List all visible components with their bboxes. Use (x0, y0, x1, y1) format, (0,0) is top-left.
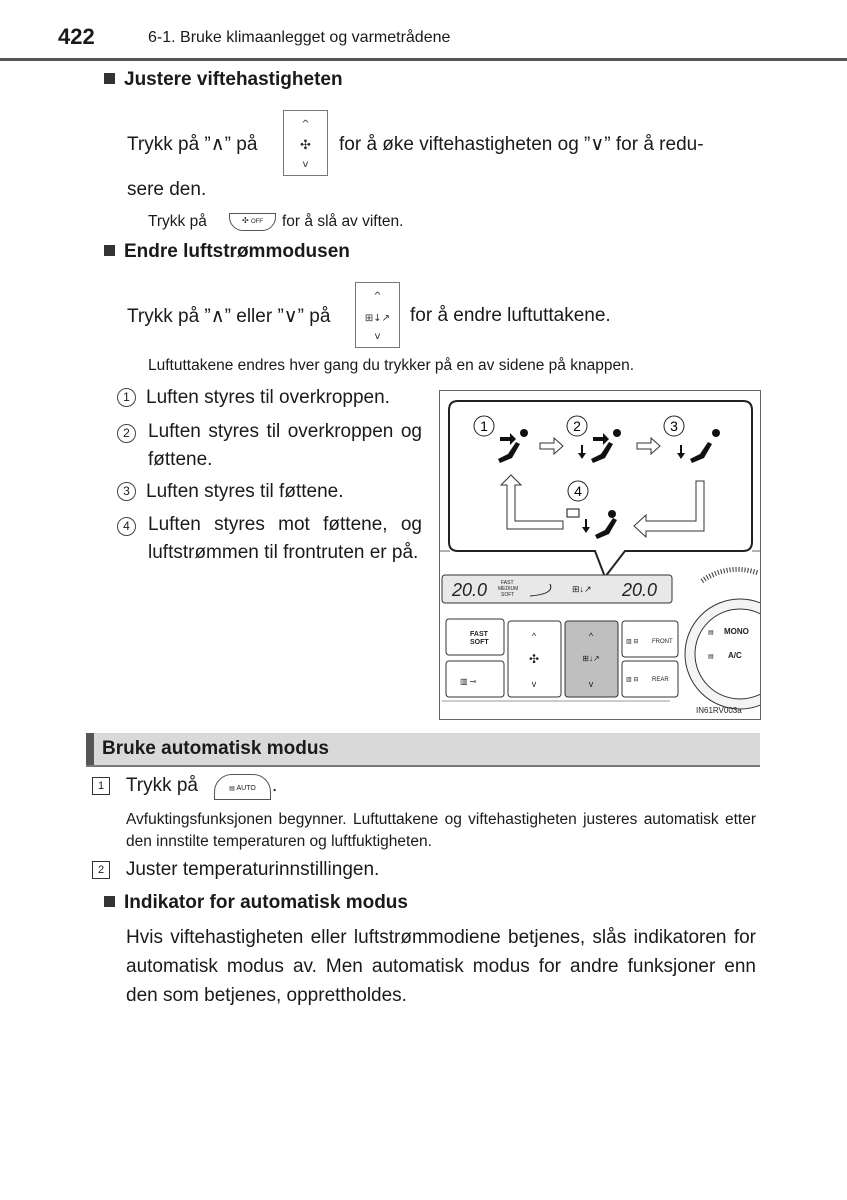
svg-text:✣: ✣ (300, 138, 311, 153)
header-rule (0, 58, 847, 61)
page-number: 422 (58, 24, 95, 49)
svg-text:REAR: REAR (652, 677, 669, 683)
svg-text:^: ^ (531, 631, 537, 641)
svg-text:SOFT: SOFT (470, 639, 489, 646)
airflow-button-icon (355, 282, 400, 348)
svg-text:v: v (531, 679, 537, 689)
list-item: 4 Luften styres mot føttene, og luftstrømmen til frontruten er på. (117, 511, 422, 567)
airflow-heading: Endre luftstrømmodusen (104, 241, 350, 263)
section-title: 6-1. Bruke klimaanlegget og varmetrådene (148, 29, 451, 46)
fan-off-text-before: Trykk på (148, 213, 207, 230)
svg-text:▤: ▤ (708, 630, 714, 636)
auto-button-icon: ▤ AUTO (214, 774, 271, 800)
auto-mode-title-bar (86, 733, 760, 767)
svg-text:FRONT: FRONT (652, 639, 673, 645)
list-item: 3 Luften styres til føttene. (117, 478, 422, 506)
step-2: 2 Juster temperaturinnstillingen. (92, 859, 379, 881)
svg-text:MEDIUM: MEDIUM (498, 586, 519, 592)
temp-left-display: 20.0 (452, 580, 488, 600)
svg-text:v: v (588, 679, 594, 689)
list-item: 2 Luften styres til overkroppen og føttene. (117, 418, 422, 474)
fan-speed-text-before: Trykk på ”∧” på (127, 134, 258, 155)
climate-panel-figure (439, 390, 761, 720)
figure-code: IN61RV003a (696, 706, 742, 715)
fan-off-text-after: for å slå av viften. (282, 213, 404, 230)
step-1: 1 Trykk på (92, 775, 198, 797)
step-1-end: . (272, 775, 278, 796)
airflow-note: Luftuttakene endres hver gang du trykker på en av sidene på knappen. (148, 357, 635, 374)
auto-mode-title: Bruke automatisk modus (102, 738, 329, 759)
fan-speed-button-icon (283, 110, 328, 176)
svg-text:1: 1 (480, 418, 488, 434)
svg-text:^: ^ (301, 119, 310, 130)
svg-text:⊞↓↗: ⊞↓↗ (572, 584, 592, 594)
fan-speed-text-cont: sere den. (127, 179, 207, 200)
svg-text:A/C: A/C (728, 651, 742, 660)
bullet-square-icon (104, 245, 115, 256)
svg-text:⊞↓↗: ⊞↓↗ (364, 313, 391, 324)
svg-text:✣: ✣ (528, 652, 540, 666)
list-item: 1 Luften styres til overkroppen. (117, 384, 422, 412)
svg-text:4: 4 (574, 483, 582, 499)
bullet-square-icon (104, 896, 115, 907)
svg-text:v: v (374, 331, 381, 342)
svg-text:FAST: FAST (501, 580, 514, 586)
svg-text:2: 2 (573, 418, 581, 434)
svg-text:SOFT: SOFT (501, 592, 515, 598)
fan-off-button-icon: ✣ OFF (229, 213, 276, 231)
indicator-text: Hvis viftehastigheten eller luftstrømmodiene betjenes, slås indikatoren for automatisk modus av. Men automatisk modus for andre funksjoner enn den som betjenes, opprettholdes. (126, 927, 756, 1006)
bullet-square-icon (104, 73, 115, 84)
fan-speed-text-after: for å øke viftehastigheten og ”∨” for å redu- (339, 134, 704, 155)
indicator-heading: Indikator for automatisk modus (104, 892, 408, 914)
fan-speed-heading: Justere viftehastigheten (104, 69, 343, 91)
svg-text:3: 3 (670, 418, 678, 434)
svg-text:v: v (302, 159, 309, 170)
svg-text:▥ ⊟: ▥ ⊟ (626, 677, 639, 683)
temp-right-display: 20.0 (622, 580, 658, 600)
svg-text:⊞↓↗: ⊞↓↗ (582, 654, 600, 663)
svg-text:FAST: FAST (470, 631, 488, 638)
svg-text:▤: ▤ (708, 654, 714, 660)
svg-text:▥ ⊟: ▥ ⊟ (626, 639, 639, 645)
svg-text:MONO: MONO (724, 627, 749, 636)
svg-text:^: ^ (373, 291, 382, 302)
airflow-text-after: for å endre luftuttakene. (410, 305, 611, 326)
step-1-note: Avfuktingsfunksjonen begynner. Luftuttakene og viftehastigheten justeres automatisk etter den innstilte temperaturen og luftfuktigheten. (126, 811, 756, 850)
airflow-text-before: Trykk på ”∧” eller ”∨” på (127, 306, 331, 327)
svg-text:▥ ⊸: ▥ ⊸ (460, 677, 477, 686)
svg-text:^: ^ (588, 631, 594, 641)
